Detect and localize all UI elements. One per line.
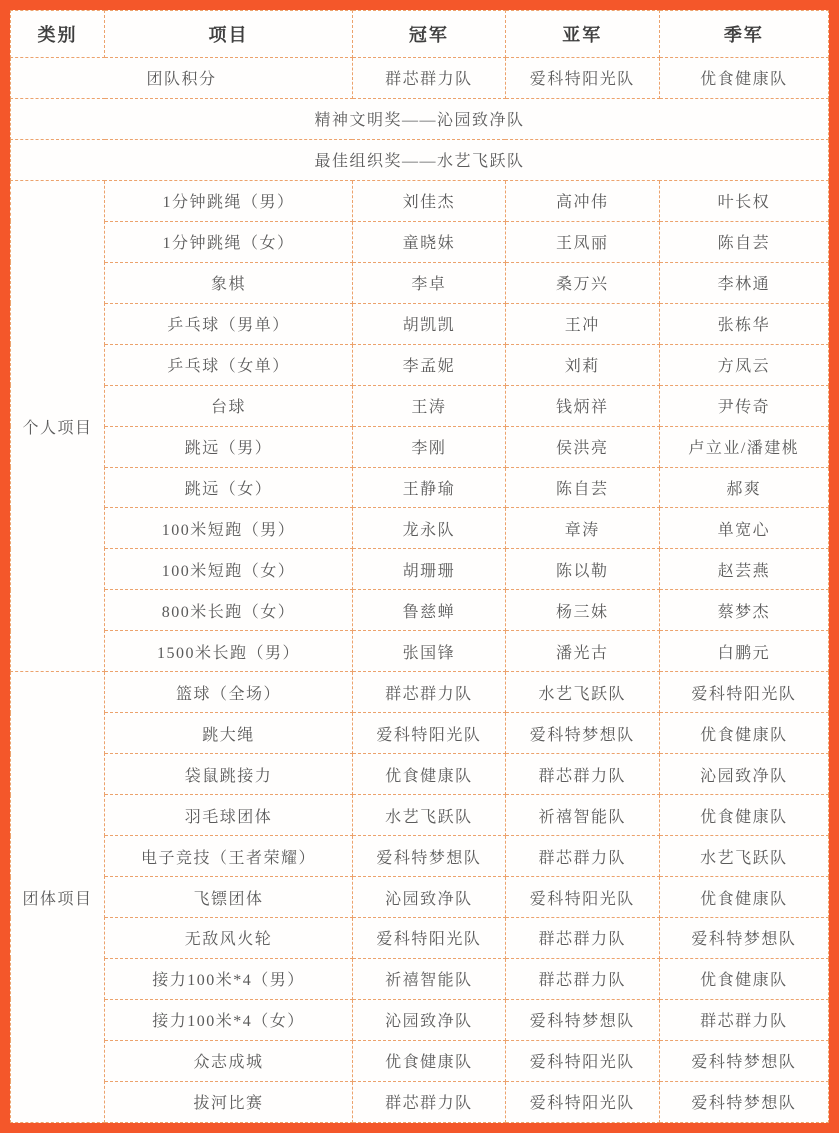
runner-up-cell: 高冲伟	[505, 180, 659, 221]
event-cell: 飞镖团体	[105, 877, 353, 918]
third-place-cell: 卢立业/潘建桃	[659, 426, 828, 467]
result-row	[11, 549, 829, 590]
champion-cell: 爱科特阳光队	[352, 713, 505, 754]
third-place-cell: 爱科特梦想队	[659, 918, 828, 959]
runner-up-cell: 祈禧智能队	[505, 795, 659, 836]
result-row	[11, 385, 829, 426]
third-place-cell: 群芯群力队	[659, 999, 828, 1040]
sports-results-table	[10, 10, 829, 1123]
event-cell: 跳远（男）	[105, 426, 353, 467]
runner-up-cell: 群芯群力队	[505, 754, 659, 795]
event-cell: 1500米长跑（男）	[105, 631, 353, 672]
result-row	[11, 795, 829, 836]
runner-up-cell: 爱科特阳光队	[505, 58, 659, 99]
runner-up-cell: 杨三妹	[505, 590, 659, 631]
third-place-cell: 优食健康队	[659, 958, 828, 999]
result-row	[11, 180, 829, 221]
champion-cell: 胡凯凯	[352, 303, 505, 344]
award-row-organization	[11, 139, 829, 180]
runner-up-cell: 桑万兴	[505, 262, 659, 303]
event-cell: 接力100米*4（女）	[105, 999, 353, 1040]
award-organization-label: 最佳组织奖——水艺飞跃队	[11, 139, 829, 180]
header-row	[11, 11, 829, 58]
result-row	[11, 1081, 829, 1122]
team-points-label: 团队积分	[11, 58, 353, 99]
runner-up-cell: 群芯群力队	[505, 836, 659, 877]
event-cell: 乒乓球（女单）	[105, 344, 353, 385]
runner-up-cell: 爱科特阳光队	[505, 1081, 659, 1122]
event-cell: 台球	[105, 385, 353, 426]
champion-cell: 童晓妹	[352, 221, 505, 262]
runner-up-cell: 爱科特阳光队	[505, 1040, 659, 1081]
third-place-cell: 赵芸燕	[659, 549, 828, 590]
award-row-civility	[11, 98, 829, 139]
third-place-cell: 优食健康队	[659, 713, 828, 754]
event-cell: 无敌风火轮	[105, 918, 353, 959]
category-cell-team: 团体项目	[11, 672, 105, 1123]
third-place-cell: 水艺飞跃队	[659, 836, 828, 877]
third-place-cell: 爱科特阳光队	[659, 672, 828, 713]
runner-up-cell: 爱科特梦想队	[505, 713, 659, 754]
third-place-cell: 李林通	[659, 262, 828, 303]
event-cell: 拔河比赛	[105, 1081, 353, 1122]
runner-up-cell: 爱科特阳光队	[505, 877, 659, 918]
result-row	[11, 467, 829, 508]
third-place-cell: 张栋华	[659, 303, 828, 344]
result-row	[11, 836, 829, 877]
runner-up-cell: 刘莉	[505, 344, 659, 385]
champion-cell: 龙永队	[352, 508, 505, 549]
award-civility-label: 精神文明奖——沁园致净队	[11, 98, 829, 139]
third-place-cell: 郝爽	[659, 467, 828, 508]
champion-cell: 李卓	[352, 262, 505, 303]
third-place-cell: 单宽心	[659, 508, 828, 549]
col-header-runner-up: 亚军	[505, 11, 659, 58]
event-cell: 1分钟跳绳（男）	[105, 180, 353, 221]
result-row	[11, 999, 829, 1040]
champion-cell: 群芯群力队	[352, 1081, 505, 1122]
result-row	[11, 877, 829, 918]
champion-cell: 李孟妮	[352, 344, 505, 385]
third-place-cell: 优食健康队	[659, 795, 828, 836]
event-cell: 100米短跑（男）	[105, 508, 353, 549]
col-header-category: 类别	[11, 11, 105, 58]
result-row	[11, 426, 829, 467]
champion-cell: 爱科特梦想队	[352, 836, 505, 877]
col-header-third-place: 季军	[659, 11, 828, 58]
result-row	[11, 508, 829, 549]
champion-cell: 王静瑜	[352, 467, 505, 508]
runner-up-cell: 侯洪亮	[505, 426, 659, 467]
result-row	[11, 262, 829, 303]
champion-cell: 祈禧智能队	[352, 958, 505, 999]
result-row	[11, 303, 829, 344]
event-cell: 羽毛球团体	[105, 795, 353, 836]
champion-cell: 群芯群力队	[352, 672, 505, 713]
champion-cell: 爱科特阳光队	[352, 918, 505, 959]
event-cell: 电子竞技（王者荣耀）	[105, 836, 353, 877]
runner-up-cell: 王冲	[505, 303, 659, 344]
event-cell: 接力100米*4（男）	[105, 958, 353, 999]
result-row	[11, 713, 829, 754]
col-header-event: 项目	[105, 11, 353, 58]
result-row	[11, 918, 829, 959]
result-row	[11, 344, 829, 385]
champion-cell: 优食健康队	[352, 754, 505, 795]
third-place-cell: 陈自芸	[659, 221, 828, 262]
runner-up-cell: 王凤丽	[505, 221, 659, 262]
runner-up-cell: 群芯群力队	[505, 958, 659, 999]
third-place-cell: 优食健康队	[659, 877, 828, 918]
result-row	[11, 672, 829, 713]
runner-up-cell: 水艺飞跃队	[505, 672, 659, 713]
event-cell: 1分钟跳绳（女）	[105, 221, 353, 262]
champion-cell: 群芯群力队	[352, 58, 505, 99]
champion-cell: 沁园致净队	[352, 999, 505, 1040]
champion-cell: 鲁慈蝉	[352, 590, 505, 631]
event-cell: 跳远（女）	[105, 467, 353, 508]
champion-cell: 水艺飞跃队	[352, 795, 505, 836]
runner-up-cell: 章涛	[505, 508, 659, 549]
champion-cell: 李刚	[352, 426, 505, 467]
event-cell: 篮球（全场）	[105, 672, 353, 713]
event-cell: 象棋	[105, 262, 353, 303]
champion-cell: 王涛	[352, 385, 505, 426]
champion-cell: 沁园致净队	[352, 877, 505, 918]
champion-cell: 张国锋	[352, 631, 505, 672]
third-place-cell: 叶长权	[659, 180, 828, 221]
third-place-cell: 尹传奇	[659, 385, 828, 426]
event-cell: 袋鼠跳接力	[105, 754, 353, 795]
result-row	[11, 631, 829, 672]
champion-cell: 刘佳杰	[352, 180, 505, 221]
third-place-cell: 优食健康队	[659, 58, 828, 99]
event-cell: 800米长跑（女）	[105, 590, 353, 631]
result-row	[11, 754, 829, 795]
result-row	[11, 590, 829, 631]
runner-up-cell: 钱炳祥	[505, 385, 659, 426]
third-place-cell: 爱科特梦想队	[659, 1081, 828, 1122]
third-place-cell: 沁园致净队	[659, 754, 828, 795]
runner-up-cell: 爱科特梦想队	[505, 999, 659, 1040]
third-place-cell: 蔡梦杰	[659, 590, 828, 631]
third-place-cell: 爱科特梦想队	[659, 1040, 828, 1081]
team-points-row	[11, 58, 829, 99]
third-place-cell: 白鹏元	[659, 631, 828, 672]
category-cell-individual: 个人项目	[11, 180, 105, 671]
result-row	[11, 1040, 829, 1081]
runner-up-cell: 潘光古	[505, 631, 659, 672]
runner-up-cell: 陈自芸	[505, 467, 659, 508]
result-row	[11, 958, 829, 999]
third-place-cell: 方凤云	[659, 344, 828, 385]
runner-up-cell: 群芯群力队	[505, 918, 659, 959]
champion-cell: 胡珊珊	[352, 549, 505, 590]
event-cell: 跳大绳	[105, 713, 353, 754]
event-cell: 众志成城	[105, 1040, 353, 1081]
event-cell: 100米短跑（女）	[105, 549, 353, 590]
champion-cell: 优食健康队	[352, 1040, 505, 1081]
result-row	[11, 221, 829, 262]
col-header-champion: 冠军	[352, 11, 505, 58]
event-cell: 乒乓球（男单）	[105, 303, 353, 344]
runner-up-cell: 陈以勒	[505, 549, 659, 590]
